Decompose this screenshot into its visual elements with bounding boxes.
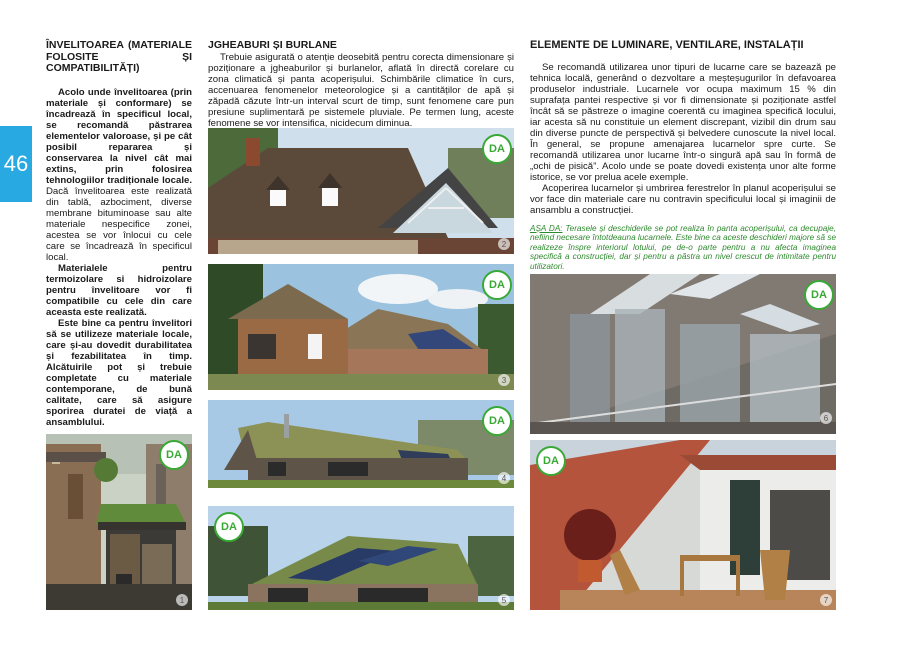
photo-number-3: 3 — [498, 374, 510, 386]
photo-7-illustration — [530, 440, 836, 610]
photo-thatched-dormers — [208, 128, 514, 254]
photo-grass-roof-barn — [208, 400, 514, 488]
photo-number-5: 5 — [498, 594, 510, 606]
column-gutters — [208, 40, 514, 129]
photo-green-roof-courtyard — [46, 434, 192, 610]
page-number-tab — [0, 126, 32, 202]
da-badge-5: DA — [214, 512, 244, 542]
page-number: 46 — [3, 151, 29, 176]
roofing-paragraph-3: Este bine ca pentru învelitori să se utilizeze materiale locale, care și-au dovedit durabilitatea și fezabilitatea în timp. Alcătuirile pot și trebuie completate cu materiale contemporane, de bună calitate, care să asigure sporirea duratei de viață a ansamblului. — [46, 317, 192, 428]
gutters-paragraph: Trebuie asigurată o atenție deosebită pentru corecta dimensionare și poziționare a jgheaburilor și burlanelor, aflată în directă corelare cu zona climatică și panta acoperișului. Schimbările climatice în curs, accenuarea fenomenelor meteorologice și a cantităților de apă și zăpadă căzute într-un interval scurt de timp, sunt fenomene care pun presiune suplimentară pe sistemele pluviale. Pe termen lung, aceste fenomene se vor intensifica, nicidecum diminua. — [208, 51, 514, 129]
da-badge-6: DA — [804, 280, 834, 310]
photo-3-illustration — [208, 264, 514, 390]
photo-number-7: 7 — [820, 594, 832, 606]
photo-number-1: 1 — [176, 594, 188, 606]
da-badge-7: DA — [536, 446, 566, 476]
gutters-heading: JGHEABURI ȘI BURLANE — [208, 39, 337, 51]
photo-thatched-longhouse — [208, 264, 514, 390]
aasa-da-note: AȘA DA: Terasele și deschiderile se pot realiza în panta acoperișului, ca decupaje, nefiind necesare întotdeauna lucarnele. Este bine ca aceste deschideri majore să se realizeze înspre interiorul lotului, pe de-o parte pentru a nu afecta imaginea specifică a construcției, dar și pentru a păstra un nivel crescut de intimitate pentru utilizatori. — [530, 223, 836, 271]
photo-4-illustration — [208, 400, 514, 488]
da-badge-1: DA — [159, 440, 189, 470]
photo-roof-terrace — [530, 440, 836, 610]
roofing-heading: ÎNVELITOAREA (MATERIALE FOLOSITE ȘI COMPATIBILITĂȚI) — [46, 39, 192, 74]
da-badge-2: DA — [482, 134, 512, 164]
photo-number-4: 4 — [498, 472, 510, 484]
da-badge-3: DA — [482, 270, 512, 300]
column-roofing — [46, 40, 192, 428]
photo-number-6: 6 — [820, 412, 832, 424]
da-badge-4: DA — [482, 406, 512, 436]
lighting-heading: ELEMENTE DE LUMINARE, VENTILARE, INSTALAȚII — [530, 39, 804, 51]
roofing-paragraph-2: Materialele pentru termoizolare si hidroizolare pentru învelitoare vor fi compatibile cu cele din care aceasta este realizată. — [46, 262, 192, 318]
roofing-paragraph-1: Acolo unde învelitoarea (prin materiale și conformare) se încadrează în specificul local, se recomandă păstrarea elementelor valoroase, și pe cât posibil repararea și conservarea la nivel cât mai extins, prin folosirea tehnologiilor tradiționale locale. Dacă învelitoarea este realizată din tablă, azbociment, diverse membrane bituminoase sau alte materiale nespecifice zonei, acestea se vor înlocui cu cele care se încadrează în specificul local. — [46, 86, 192, 263]
photo-2-illustration — [208, 128, 514, 254]
photo-5-illustration — [208, 506, 514, 610]
lighting-paragraph-1: Se recomandă utilizarea unor tipuri de lucarne care se bazează pe tehnica locală, generând o dezvoltare a meșteșugurilor în defavoarea produselor industriale. Lucarnele vor ocupa maximum 15 % din suprafața pantei respective și vor fi dimensionate și poziționate astfel încât să se păstreze o imagine coerentă cu imaginea specifică locului, iar acesta să nu constituie un element discrepant, vizibil din drum sau din diverse puncte de perspectivă și belvedere cunoscute la nivel local. În general, se propune amenajarea lucarnelor spre curte. Se recomandă utilizarea unor lucarne într-o singură apă sau în formă de „ochi de pisică”. Acolo unde se poate dovedi existența unor alte forme istorice, se vor prelua acele exemple. — [530, 61, 836, 183]
photo-number-2: 2 — [498, 238, 510, 250]
photo-glass-dormer-terrace — [530, 274, 836, 434]
lighting-paragraph-2: Acoperirea lucarnelor și umbrirea ferestrelor în planul acoperișului se vor face din materiale care nu contravin specificului local și imaginii de ansamblu a construcției. — [530, 182, 836, 216]
photo-6-illustration — [530, 274, 836, 434]
column-lighting — [530, 40, 836, 271]
photo-moss-roof-solar — [208, 506, 514, 610]
